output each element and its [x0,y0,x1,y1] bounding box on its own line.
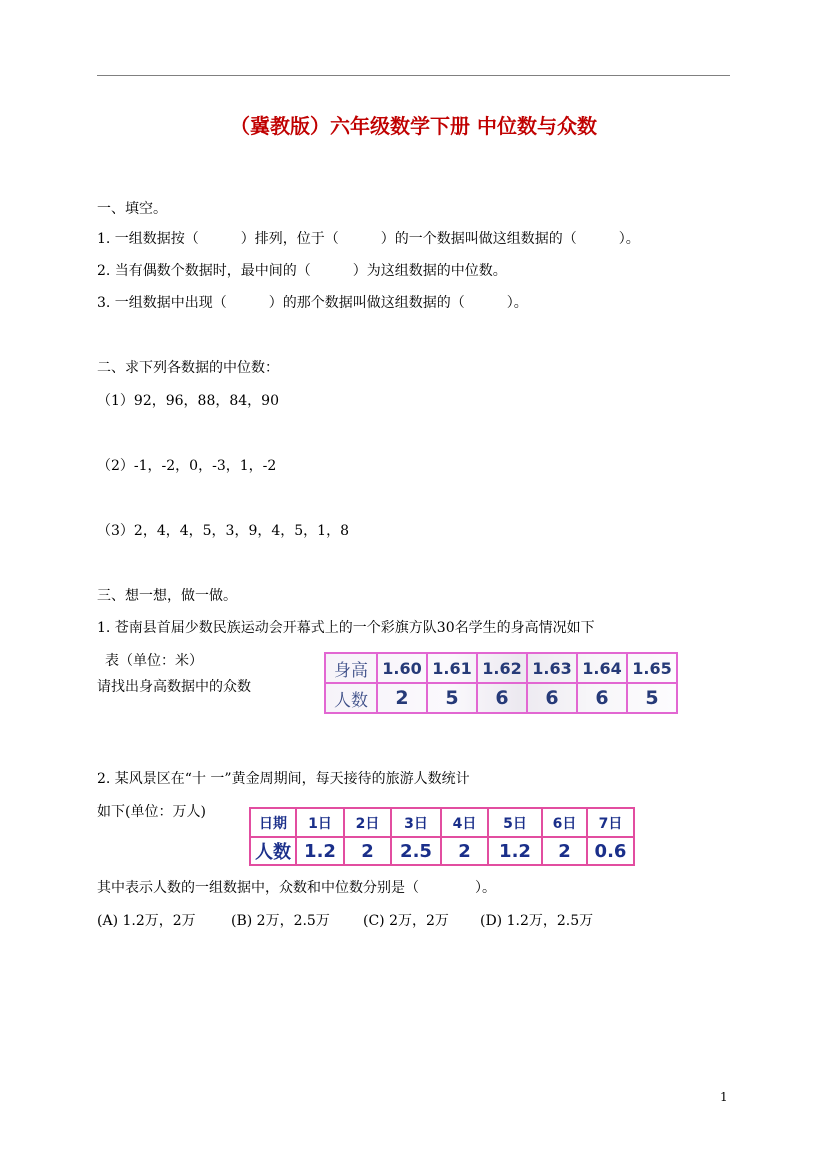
count-cell: 6 [527,683,577,713]
date-cell: 6日 [542,808,587,837]
count-cell: 5 [427,683,477,713]
q2-text: 2. 某风景区在“十 一”黄金周期间，每天接待的旅游人数统计 [97,771,470,787]
option-a: (A) 1.2万，2万 [97,913,196,929]
section-2-item-1: （1）92，96，88，84，90 [97,393,279,409]
page-title: （冀教版）六年级数学下册 中位数与众数 [230,114,597,138]
page-number: 1 [720,1090,728,1104]
visitor-row-label: 人数 [250,837,296,865]
tourist-table [249,807,635,866]
height-cell: 1.63 [527,653,577,683]
height-cell: 1.60 [377,653,427,683]
height-row-label: 身高 [325,653,377,683]
height-cell: 1.64 [577,653,627,683]
visitor-cell: 2 [344,837,391,865]
count-cell: 6 [577,683,627,713]
section-1-item-3: 3. 一组数据中出现（ ）的那个数据叫做这组数据的（ ）。 [97,295,528,311]
count-cell: 6 [477,683,527,713]
date-cell: 7日 [587,808,634,837]
date-row-label: 日期 [250,808,296,837]
visitor-cell: 0.6 [587,837,634,865]
visitor-cell: 2 [542,837,587,865]
visitor-cell: 1.2 [488,837,542,865]
visitor-cell: 1.2 [296,837,344,865]
visitor-row [250,837,634,865]
count-row-label: 人数 [325,683,377,713]
section-1-item-2: 2. 当有偶数个数据时，最中间的（ ）为这组数据的中位数。 [97,263,507,279]
height-cell: 1.62 [477,653,527,683]
q1-text: 1. 苍南县首届少数民族运动会开幕式上的一个彩旗方队30名学生的身高情况如下 [97,620,595,636]
q2-question: 其中表示人数的一组数据中，众数和中位数分别是（ ）。 [97,880,496,896]
count-cell: 2 [377,683,427,713]
height-cell: 1.61 [427,653,477,683]
date-cell: 1日 [296,808,344,837]
section-1-item-1: 1. 一组数据按（ ）排列，位于（ ）的一个数据叫做这组数据的（ ）。 [97,231,640,247]
header-rule [97,75,730,76]
date-cell: 4日 [441,808,488,837]
q2-unit: 如下(单位：万人) [97,804,206,820]
height-table [324,652,678,714]
section-2-item-3: （3）2，4，4，5，3，9，4，5，1，8 [97,523,349,539]
section-2-heading: 二、求下列各数据的中位数： [97,360,279,376]
height-cell: 1.65 [627,653,677,683]
option-d: (D) 1.2万，2.5万 [480,913,594,929]
count-row [325,683,677,713]
section-1-heading: 一、填空。 [97,201,167,217]
q1-unit: 表（单位：米） [105,653,203,669]
option-c: (C) 2万，2万 [363,913,449,929]
visitor-cell: 2 [441,837,488,865]
section-3-heading: 三、想一想，做一做。 [97,588,237,604]
date-row [250,808,634,837]
section-2-item-2: （2）-1，-2，0，-3，1，-2 [97,458,277,474]
visitor-cell: 2.5 [391,837,441,865]
option-b: (B) 2万，2.5万 [231,913,330,929]
q1-instruction: 请找出身高数据中的众数 [97,679,251,695]
date-cell: 3日 [391,808,441,837]
count-cell: 5 [627,683,677,713]
date-cell: 5日 [488,808,542,837]
height-row [325,653,677,683]
date-cell: 2日 [344,808,391,837]
